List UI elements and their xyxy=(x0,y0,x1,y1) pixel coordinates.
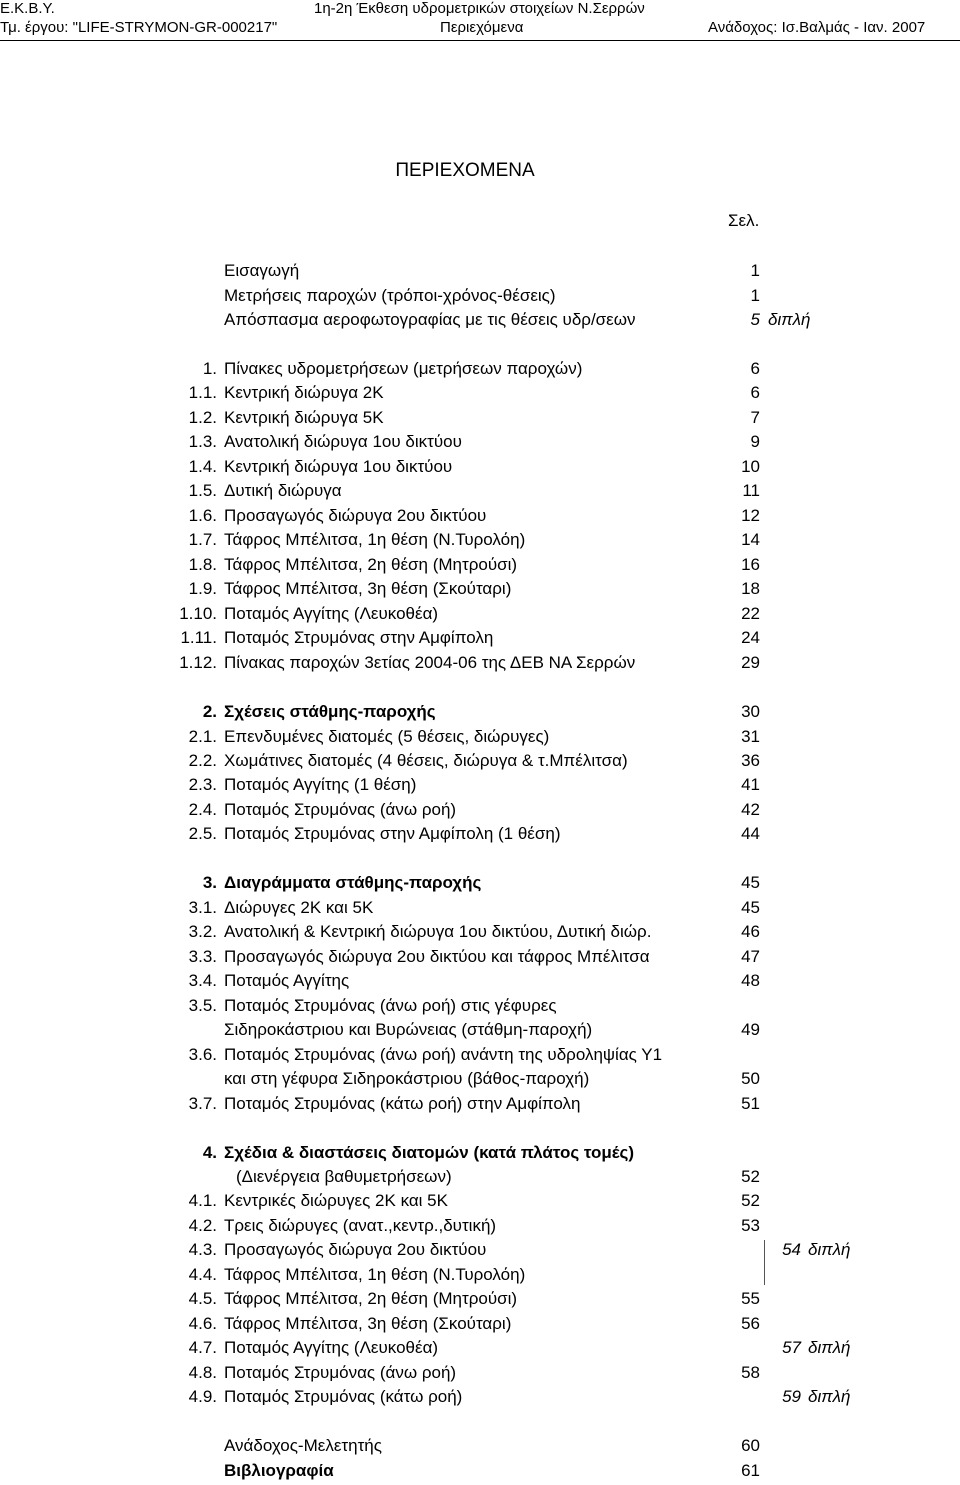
toc-entry-number: 1.8. xyxy=(188,555,217,574)
toc-entry-title: Προσαγωγός διώρυγα 2ου δικτύου xyxy=(224,1240,487,1259)
toc-entry-page: 24 xyxy=(741,628,760,647)
toc-entry xyxy=(0,1020,960,1044)
toc-entry-title: Ποταμός Αγγίτης (Λευκοθέα) xyxy=(224,1338,439,1357)
toc-entry-number: 2.4. xyxy=(188,800,217,819)
toc-entry-page: 1 xyxy=(750,286,760,305)
toc-entry-page: 56 xyxy=(741,1314,760,1333)
toc-entry-number: 2.1. xyxy=(188,727,217,746)
toc-entry-page: 18 xyxy=(741,579,760,598)
toc-entry-number: 4.3. xyxy=(188,1240,217,1259)
toc-entry xyxy=(0,1240,960,1264)
toc-entry-title: Ανατολική & Κεντρική διώρυγα 1ου δικτύου, Δυτική διώρ. xyxy=(224,922,652,941)
toc-entry-number: 1.11. xyxy=(180,628,217,647)
toc-entry-title: Κεντρική διώρυγα 2Κ xyxy=(224,383,384,402)
toc-entry xyxy=(0,898,960,922)
toc-entry xyxy=(0,1387,960,1411)
toc-entry-title: Σχέσεις στάθμης-παροχής xyxy=(224,702,436,721)
toc-entry xyxy=(0,800,960,824)
toc-entry-page: 51 xyxy=(741,1094,760,1113)
toc-entry-title: Ποταμός Στρυμόνας (κάτω ροή) στην Αμφίπολη xyxy=(224,1094,581,1113)
toc-entry-title: Τάφρος Μπέλιτσα, 2η θέση (Μητρούσι) xyxy=(224,555,518,574)
toc-entry xyxy=(0,1289,960,1313)
toc-entry-page: 9 xyxy=(750,432,760,451)
toc-entry-number: 1.1. xyxy=(188,383,217,402)
toc-entry-title: Τάφρος Μπέλιτσα, 1η θέση (Ν.Τυρολόη) xyxy=(224,530,526,549)
toc-entry-page: 59 xyxy=(782,1387,801,1406)
toc-entry xyxy=(0,286,960,310)
toc-entry-number: 1.7. xyxy=(188,530,217,549)
toc-entry-title: Εισαγωγή xyxy=(224,261,300,280)
header-section: Περιεχόμενα xyxy=(440,19,524,36)
toc-entry-title: Ποταμός Στρυμόνας (άνω ροή) xyxy=(224,800,457,819)
toc-entry xyxy=(0,432,960,456)
toc-entry-title: Ποταμός Αγγίτης (1 θέση) xyxy=(224,775,417,794)
toc-entry xyxy=(0,1069,960,1093)
toc-entry-number: 1.5. xyxy=(188,481,217,500)
toc-entry-number: 4.2. xyxy=(188,1216,217,1235)
toc-entry-page: 52 xyxy=(741,1167,760,1186)
toc-entry-title: Σιδηροκάστριου και Βυρώνειας (στάθμη-παροχή) xyxy=(224,1020,593,1039)
toc-entry-page: 53 xyxy=(741,1216,760,1235)
toc-entry-title: Κεντρική διώρυγα 1ου δικτύου xyxy=(224,457,453,476)
toc-entry xyxy=(0,653,960,677)
toc-entry-page: 36 xyxy=(741,751,760,770)
toc-entry-title: Απόσπασμα αεροφωτογραφίας με τις θέσεις υδρ/σεων xyxy=(224,310,636,329)
toc-entry-title: Τρεις διώρυγες (ανατ.,κεντρ.,δυτική) xyxy=(224,1216,497,1235)
toc-entry xyxy=(0,1094,960,1118)
toc-entry-page: 42 xyxy=(741,800,760,819)
toc-entry-number: 3.2. xyxy=(188,922,217,941)
toc-entry-title: Ποταμός Στρυμόνας (άνω ροή) στις γέφυρες xyxy=(224,996,557,1015)
toc-entry-note: διπλή xyxy=(808,1338,851,1357)
toc-entry-title: Σχέδια & διαστάσεις διατομών (κατά πλάτος τομές) xyxy=(224,1143,634,1162)
toc-entry-number: 1.9. xyxy=(188,579,217,598)
toc-entry-number: 1.4. xyxy=(188,457,217,476)
toc-entry xyxy=(0,1436,960,1460)
toc-entry xyxy=(0,947,960,971)
toc-entry-number: 2.5. xyxy=(188,824,217,843)
toc-entry xyxy=(0,628,960,652)
toc-entry xyxy=(0,310,960,334)
toc-entry-page: 46 xyxy=(741,922,760,941)
toc-entry-page: 6 xyxy=(750,359,760,378)
toc-entry-page: 41 xyxy=(741,775,760,794)
toc-entry xyxy=(0,873,960,897)
toc-entry-note: διπλή xyxy=(808,1240,851,1259)
toc-entry-number: 3.6. xyxy=(188,1045,217,1064)
toc-entry-page: 44 xyxy=(741,824,760,843)
toc-entry xyxy=(0,457,960,481)
toc-entry-title: Διώρυγες 2Κ και 5Κ xyxy=(224,898,374,917)
toc-entry-page: 52 xyxy=(741,1191,760,1210)
toc-entry-page: 45 xyxy=(741,898,760,917)
toc-entry-title: (Διενέργεια βαθυμετρήσεων) xyxy=(236,1167,452,1186)
header-org: Ε.Κ.Β.Υ. xyxy=(0,0,55,17)
toc-entry xyxy=(0,506,960,530)
toc-entry-title: Ανατολική διώρυγα 1ου δικτύου xyxy=(224,432,462,451)
toc-entry-page: 57 xyxy=(782,1338,801,1357)
toc-entry-number: 4. xyxy=(202,1143,217,1162)
toc-entry-title: Τάφρος Μπέλιτσα, 3η θέση (Σκούταρι) xyxy=(224,579,512,598)
toc-entry-page: 31 xyxy=(741,727,760,746)
toc-entry-number: 2.2. xyxy=(188,751,217,770)
toc-entry-page: 47 xyxy=(741,947,760,966)
toc-entry-number: 3.7. xyxy=(188,1094,217,1113)
toc-entry-number: 4.6. xyxy=(188,1314,217,1333)
toc-entry-number: 4.1. xyxy=(188,1191,217,1210)
toc-entry-page: 54 xyxy=(782,1240,801,1259)
toc-entry-title: Διαγράμματα στάθμης-παροχής xyxy=(224,873,482,892)
toc-entry-page: 55 xyxy=(741,1289,760,1308)
toc-entry-number: 3.5. xyxy=(188,996,217,1015)
toc-entry-page: 58 xyxy=(741,1363,760,1382)
toc-entry-title: Βιβλιογραφία xyxy=(224,1461,334,1480)
toc-entry-number: 1.3. xyxy=(188,432,217,451)
toc-entry xyxy=(0,383,960,407)
toc-entry-title: Ποταμός Στρυμόνας (κάτω ροή) xyxy=(224,1387,463,1406)
toc-entry-number: 3.4. xyxy=(188,971,217,990)
toc-entry xyxy=(0,1216,960,1240)
toc-entry xyxy=(0,408,960,432)
toc-entry-note: διπλή xyxy=(808,1387,851,1406)
toc-entry-number: 4.5. xyxy=(188,1289,217,1308)
toc-entry xyxy=(0,775,960,799)
toc-entry-page: 10 xyxy=(741,457,760,476)
toc-entry-page: 50 xyxy=(741,1069,760,1088)
toc-entry-title: Ανάδοχος-Μελετητής xyxy=(224,1436,382,1455)
header-contractor: Ανάδοχος: Ισ.Βαλμάς - Ιαν. 2007 xyxy=(708,19,926,36)
toc-entry-title: Τάφρος Μπέλιτσα, 2η θέση (Μητρούσι) xyxy=(224,1289,518,1308)
toc-entry-page: 6 xyxy=(750,383,760,402)
toc-entry-title: Πίνακας παροχών 3ετίας 2004-06 της ΔΕΒ ΝΑ Σερρών xyxy=(224,653,636,672)
toc-entry-title: Δυτική διώρυγα xyxy=(224,481,342,500)
toc-entry-page: 11 xyxy=(742,481,760,500)
toc-entry-number: 1.6. xyxy=(188,506,217,525)
toc-entry-number: 4.8. xyxy=(188,1363,217,1382)
toc-entry-page: 45 xyxy=(741,873,760,892)
header-report-title: 1η-2η Έκθεση υδρομετρικών στοιχείων Ν.Σερρών xyxy=(314,0,645,17)
toc-entry-title: Ποταμός Στρυμόνας στην Αμφίπολη (1 θέση) xyxy=(224,824,561,843)
toc-entry-title: Χωμάτινες διατομές (4 θέσεις, διώρυγα & τ.Μπέλιτσα) xyxy=(224,751,628,770)
toc-entry-number: 1. xyxy=(202,359,217,378)
toc-entry-number: 2. xyxy=(202,702,217,721)
toc-entry-title: Ποταμός Στρυμόνας στην Αμφίπολη xyxy=(224,628,494,647)
toc-entry-page: 5 xyxy=(750,310,760,329)
toc-entry-number: 3.3. xyxy=(188,947,217,966)
toc-entry-page: 22 xyxy=(741,604,760,623)
toc-entry xyxy=(0,1363,960,1387)
toc-entry-title: Προσαγωγός διώρυγα 2ου δικτύου xyxy=(224,506,487,525)
toc-entry xyxy=(0,530,960,554)
toc-entry-page: 61 xyxy=(741,1461,760,1480)
toc-entry-title: και στη γέφυρα Σιδηροκάστριου (βάθος-παροχή) xyxy=(224,1069,590,1088)
toc-entry-number: 2.3. xyxy=(188,775,217,794)
toc-entry xyxy=(0,996,960,1020)
toc-entry xyxy=(0,1314,960,1338)
toc-entry-title: Κεντρική διώρυγα 5Κ xyxy=(224,408,384,427)
toc-entry xyxy=(0,359,960,383)
toc-entry-page: 48 xyxy=(741,971,760,990)
toc-entry-title: Τάφρος Μπέλιτσα, 3η θέση (Σκούταρι) xyxy=(224,1314,512,1333)
toc-entry-page: 60 xyxy=(741,1436,760,1455)
toc-entry-page: 7 xyxy=(750,408,760,427)
toc-entry xyxy=(0,751,960,775)
page-title: ΠΕΡΙΕΧΟΜΕΝΑ xyxy=(395,160,535,181)
toc-entry xyxy=(0,1265,960,1289)
toc-entry xyxy=(0,1143,960,1167)
toc-entry xyxy=(0,579,960,603)
toc-entry-title: Πίνακες υδρομετρήσεων (μετρήσεων παροχών) xyxy=(224,359,583,378)
toc-entry-page: 30 xyxy=(741,702,760,721)
toc-entry xyxy=(0,604,960,628)
toc-entry-number: 3.1. xyxy=(188,898,217,917)
toc-entry-number: 4.4. xyxy=(188,1265,217,1284)
toc-entry-note: διπλή xyxy=(768,310,811,329)
toc-entry xyxy=(0,555,960,579)
toc-entry xyxy=(0,1461,960,1485)
toc-entry-page: 16 xyxy=(741,555,760,574)
toc-entry-number: 1.10. xyxy=(179,604,217,623)
toc-entry xyxy=(0,922,960,946)
toc-entry-title: Μετρήσεις παροχών (τρόποι-χρόνος-θέσεις) xyxy=(224,286,556,305)
toc-entry xyxy=(0,971,960,995)
toc-entry-page: 29 xyxy=(741,653,760,672)
toc-entry-number: 4.9. xyxy=(188,1387,217,1406)
toc-entry-number: 1.2. xyxy=(188,408,217,427)
toc-entry xyxy=(0,1045,960,1069)
toc-entry-title: Ποταμός Στρυμόνας (άνω ροή) ανάντη της υδροληψίας Υ1 xyxy=(224,1045,663,1064)
toc-entry-number: 4.7. xyxy=(188,1338,217,1357)
toc-entry-page: 12 xyxy=(741,506,760,525)
toc-entry xyxy=(0,481,960,505)
toc-entry xyxy=(0,824,960,848)
toc-entry-title: Προσαγωγός διώρυγα 2ου δικτύου και τάφρος Μπέλιτσα xyxy=(224,947,650,966)
toc-entry xyxy=(0,727,960,751)
double-page-bracket xyxy=(764,1240,765,1285)
toc-entry-page: 49 xyxy=(741,1020,760,1039)
toc-entry xyxy=(0,1191,960,1215)
toc-entry-title: Ποταμός Στρυμόνας (άνω ροή) xyxy=(224,1363,457,1382)
toc-entry-page: 1 xyxy=(750,261,760,280)
toc-entry-title: Ποταμός Αγγίτης (Λευκοθέα) xyxy=(224,604,439,623)
toc-entry xyxy=(0,1167,960,1191)
toc-entry xyxy=(0,702,960,726)
toc-entry-title: Ποταμός Αγγίτης xyxy=(224,971,350,990)
toc-entry-page: 14 xyxy=(741,530,760,549)
page-column-label: Σελ. xyxy=(728,211,760,230)
toc-entry-title: Τάφρος Μπέλιτσα, 1η θέση (Ν.Τυρολόη) xyxy=(224,1265,526,1284)
header-project: Τμ. έργου: "LIFE-STRYMON-GR-000217" xyxy=(0,19,278,36)
toc-entry-title: Κεντρικές διώρυγες 2Κ και 5Κ xyxy=(224,1191,448,1210)
toc-entry-number: 1.12. xyxy=(179,653,217,672)
toc-entry-title: Επενδυμένες διατομές (5 θέσεις, διώρυγες) xyxy=(224,727,550,746)
toc-entry xyxy=(0,1338,960,1362)
toc-entry xyxy=(0,261,960,285)
toc-entry-number: 3. xyxy=(202,873,217,892)
